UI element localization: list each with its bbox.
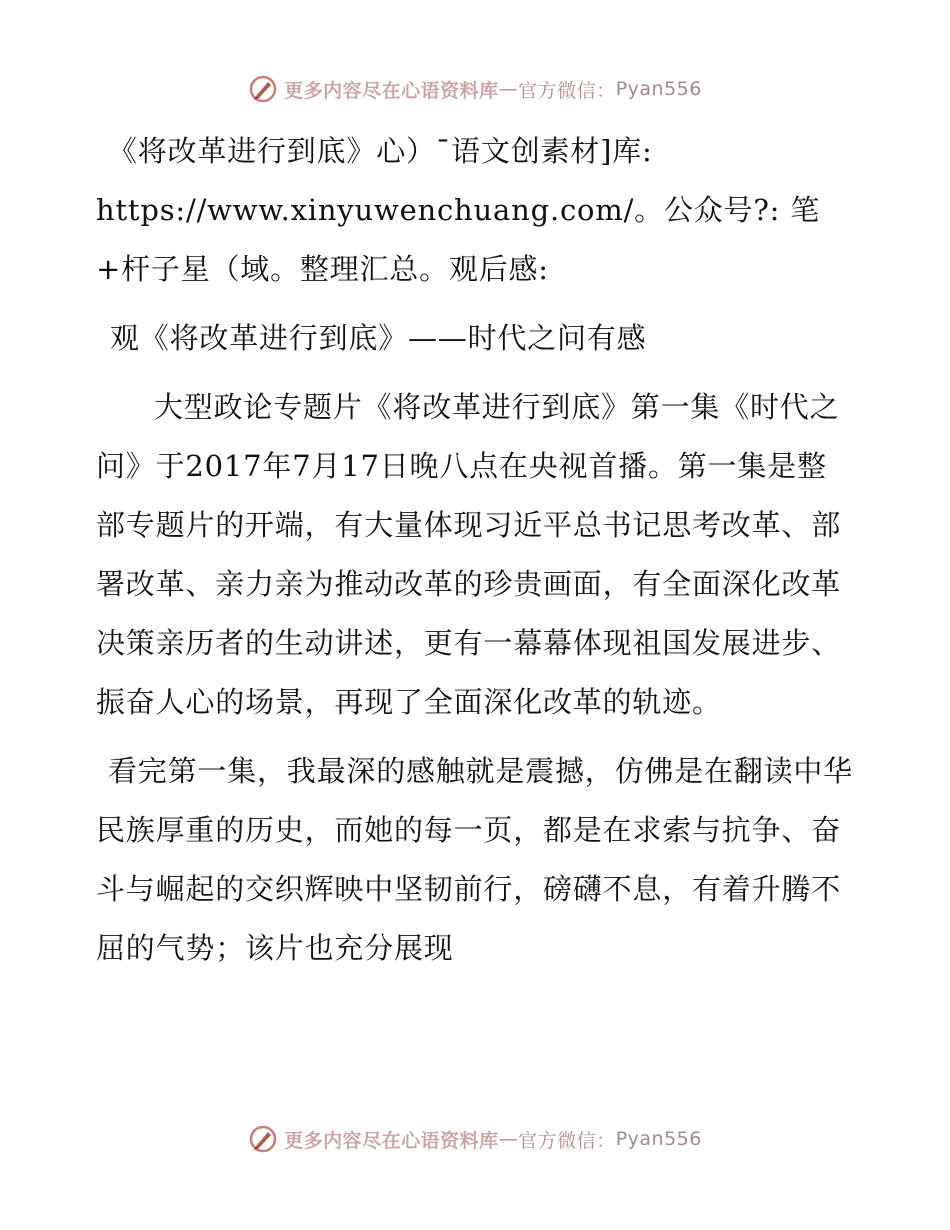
- watermark-wechat-id: Pyan556: [615, 1128, 702, 1150]
- watermark-official-label: 官方微信：: [518, 1129, 616, 1152]
- watermark-brand: 更多内容尽在心语资料库: [284, 1129, 499, 1152]
- watermark-separator: —: [498, 78, 519, 100]
- watermark-official-label: 官方微信：: [518, 79, 616, 102]
- watermark-footer: [0, 1124, 950, 1154]
- quill-pen-logo-icon: [248, 1124, 278, 1154]
- quill-pen-logo-icon: [248, 74, 278, 104]
- paragraph-1: 大型政论专题片《将改革进行到底》第一集《时代之问》于2017年7月17日晚八点在央视首播。第一集是整部专题片的开端，有大量体现习近平总书记思考改革、部署改革、亲力亲为推动改革的珍贵画面，有全面深化改革决策亲历者的生动讲述，更有一幕幕体现祖国发展进步、振奋人心的场景，再现了全面深化改革的轨迹。: [96, 390, 842, 719]
- watermark-brand: 更多内容尽在心语资料库: [284, 79, 499, 102]
- header-line-2: https://www.xinyuwenchuang.com/。公众号?: 笔: [96, 193, 821, 227]
- document-body: [96, 122, 856, 978]
- watermark-separator: —: [498, 1128, 519, 1150]
- header-line-3: +杆子星（域。整理汇总。观后感:: [96, 252, 549, 286]
- watermark-wechat-id: Pyan556: [615, 78, 702, 100]
- article-title: 观《将改革进行到底》——时代之问有感: [110, 321, 647, 355]
- header-line-1: 《将改革进行到底》心）¯语文创素材]库:: [108, 134, 653, 168]
- paragraph-2: 看完第一集，我最深的感触就是震撼，仿佛是在翻读中华民族厚重的历史，而她的每一页，都是在求索与抗争、奋斗与崛起的交织辉映中坚韧前行，磅礴不息，有着升腾不屈的气势；该片也充分展现: [96, 754, 854, 965]
- watermark-header: [0, 74, 950, 104]
